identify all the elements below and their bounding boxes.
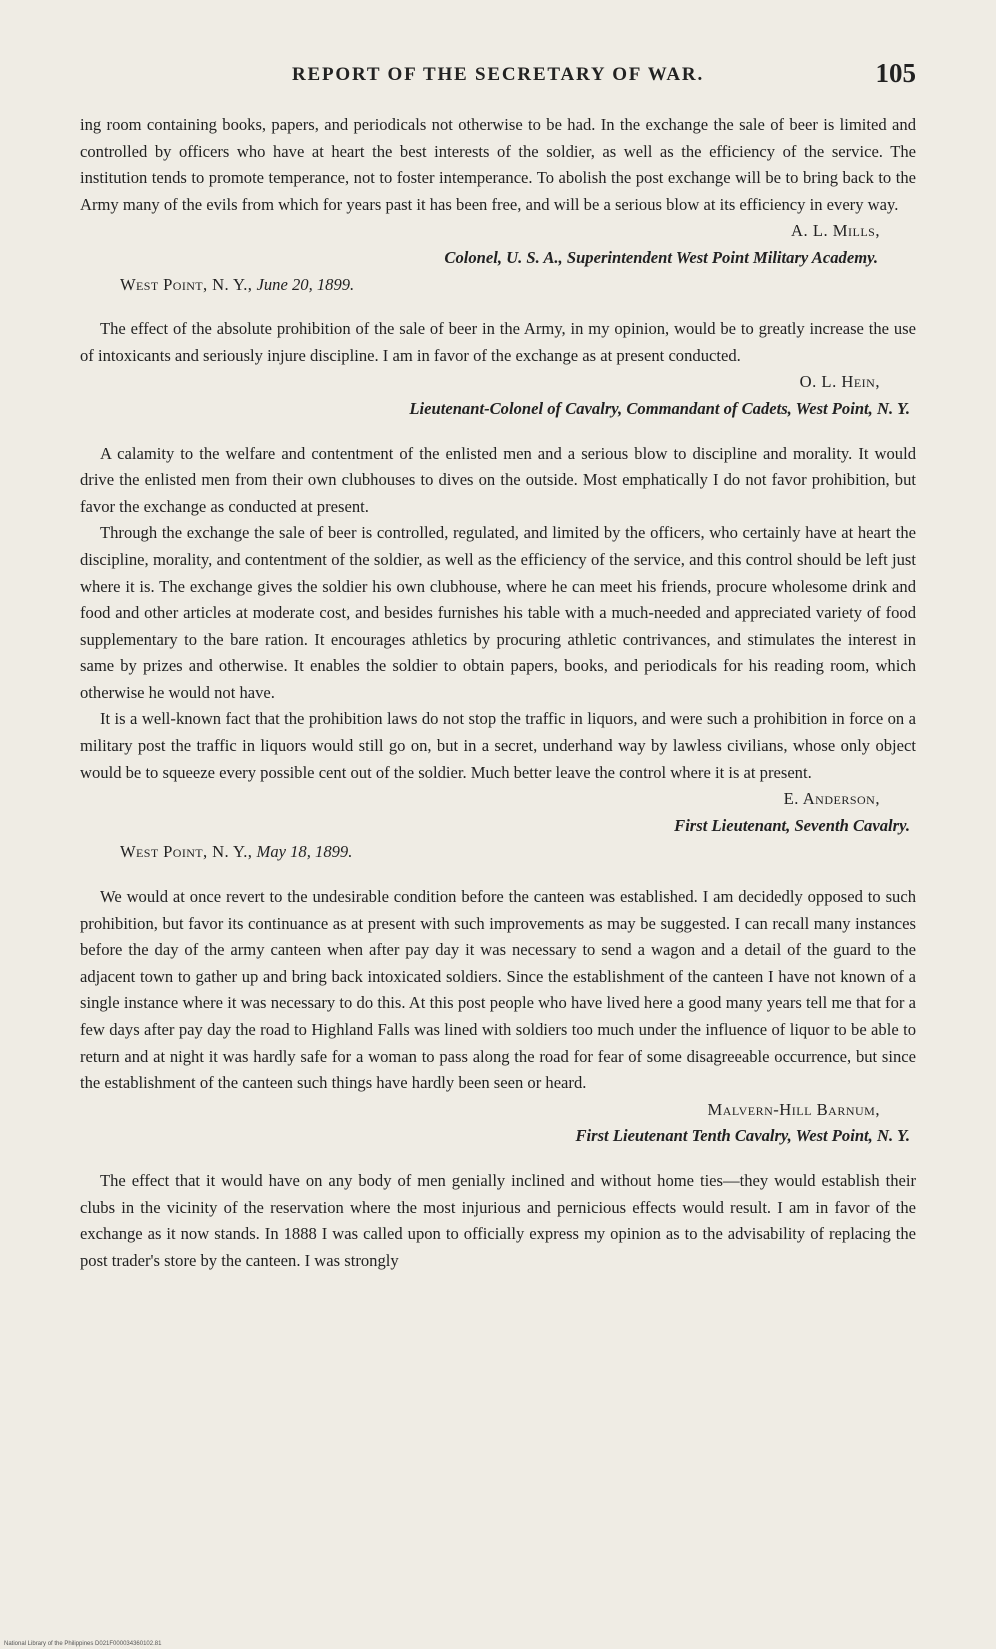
signature-title: Lieutenant-Colonel of Cavalry, Commandant of Cadets, West Point, N. Y.: [409, 398, 910, 418]
scan-credit: National Library of the Philippines D021F000034360102.81: [4, 1641, 162, 1647]
running-head: REPORT OF THE SECRETARY OF WAR.: [291, 64, 704, 85]
paragraph: Through the exchange the sale of beer is controlled, regulated, and limited by the officers, who certainly have at heart the discipline, morality, and contentment of the soldier, as well as the efficiency of the service, and this control should be left just where it is. The exchange gives the soldier his own clubhouse, where he can meet his friends, procure wholesome drink and food and other articles at moderate cost, and besides furnishes his table with a much-needed and appreciated variety of food supplementary to the bare ration. It encourages athletics by procuring athletic contrivances, and stimulates the interest in same by prizes and otherwise. It enables the soldier to obtain papers, books, and periodicals for his reading room, which otherwise he would not have.: [80, 523, 916, 702]
signature-name: Malvern-Hill Barnum,: [707, 1099, 880, 1119]
signature-name: E. Anderson,: [783, 789, 880, 809]
dateline-place: West Point, N. Y.,: [120, 274, 253, 294]
paragraph: It is a well-known fact that the prohibition laws do not stop the traffic in liquors, and were such a prohibition in force on a military post the traffic in liquors would still go on, but in a secret, underhand way by lawless civilians, whose only object would be to squeeze every possible cent out of the soldier. Much better leave the control where it is at present.: [80, 709, 916, 782]
dateline: [80, 839, 916, 866]
signature-title: First Lieutenant, Seventh Cavalry.: [674, 815, 910, 835]
signature-title: First Lieutenant Tenth Cavalry, West Point, N. Y.: [575, 1126, 910, 1146]
dateline-date: June 20, 1899.: [256, 274, 355, 294]
letter-hein: [80, 316, 916, 422]
page-body: [80, 112, 916, 1274]
dateline-date: May 18, 1899.: [256, 842, 353, 862]
letter-continued: [80, 1168, 916, 1274]
page-header: [80, 60, 916, 94]
letter-mills: [80, 112, 916, 298]
dateline-place: West Point, N. Y.,: [120, 842, 253, 862]
paragraph: We would at once revert to the undesirable condition before the canteen was established. I am decidedly opposed to such prohibition, but favor its continuance as at present with such improvements as may be suggested. I can recall many instances before the day of the army canteen when after pay day it was necessary to send a wagon and a detail of the guard to the adjacent town to gather up and bring back intoxicated soldiers. Since the establishment of the canteen I have not known of a single instance where it was necessary to do this. At this post people who have lived here a good many years tell me that for a few days after pay day the road to Highland Falls was lined with soldiers too much under the influence of liquor to be able to return and at night it was hardly safe for a woman to pass along the road for fear of some disagreeable occurrence, but since the establishment of the canteen such things have hardly been seen or heard.: [80, 887, 916, 1093]
paragraph: The effect of the absolute prohibition of the sale of beer in the Army, in my opinion, would be to greatly increase the use of intoxicants and seriously injure discipline. I am in favor of the exchange as at present conducted.: [80, 319, 916, 365]
signature-title: Colonel, U. S. A., Superintendent West Point Military Academy.: [444, 247, 878, 267]
paragraph: ing room containing books, papers, and periodicals not otherwise to be had. In the exchange the sale of beer is limited and controlled by officers who have at heart the best interests of the soldier, as well as the efficiency of the service. The institution tends to promote temperance, not to foster intemperance. To abolish the post exchange will be to bring back to the Army many of the evils from which for years past it has been free, and will be a serious blow at its efficiency in every way.: [80, 115, 916, 214]
signature-name: O. L. Hein,: [799, 372, 880, 392]
paragraph: The effect that it would have on any body of men genially inclined and without home ties—they would establish their clubs in the vicinity of the reservation where the most injurious and pernicious effects would result. I am in favor of the exchange as it now stands. In 1888 I was called upon to officially express my opinion as to the advisability of replacing the post trader's store by the canteen. I was strongly: [80, 1170, 916, 1270]
paragraph: A calamity to the welfare and contentment of the enlisted men and a serious blow to discipline and morality. It would drive the enlisted men from their own clubhouses to dives on the outside. Most emphatically I do not favor prohibition, but favor the exchange as conducted at present.: [80, 443, 916, 516]
dateline: [80, 272, 916, 299]
signature-name: A. L. Mills,: [791, 221, 880, 241]
letter-barnum: [80, 884, 916, 1150]
letter-anderson: [80, 441, 916, 867]
page-number: 105: [875, 58, 916, 88]
